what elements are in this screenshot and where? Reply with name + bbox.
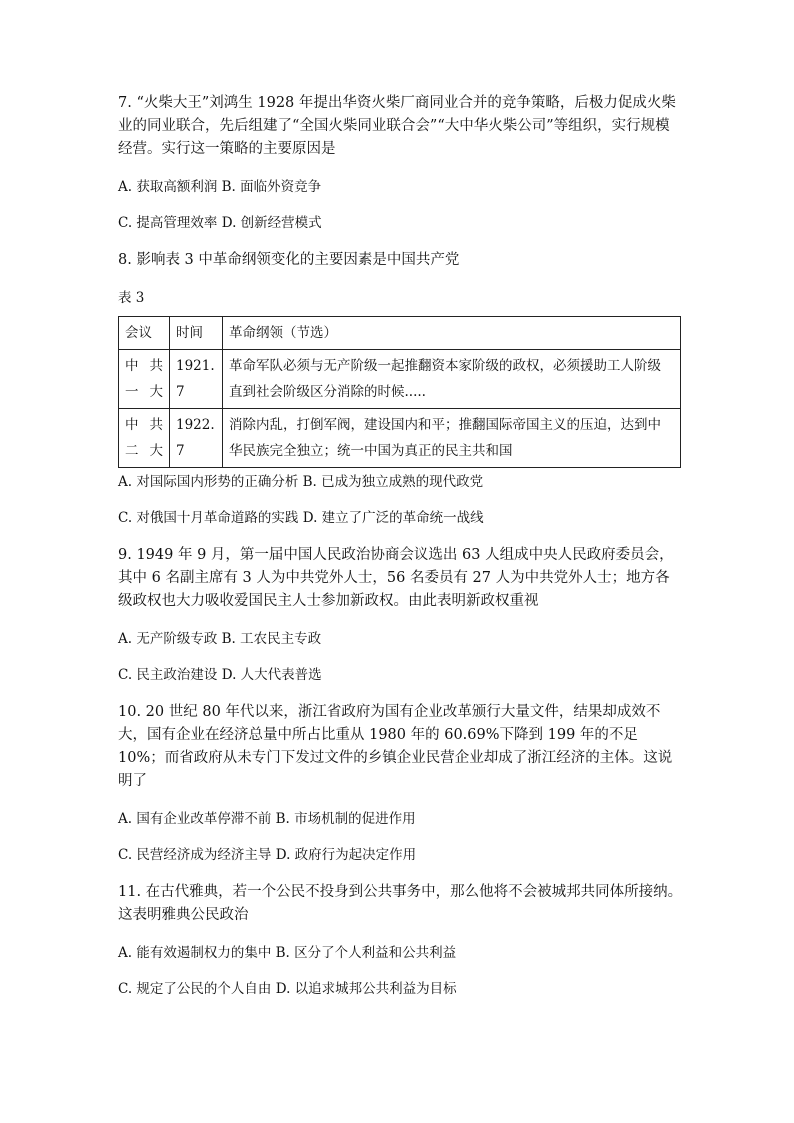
table-row <box>119 409 681 468</box>
question-9-options-cd: C. 民主政治建设 D. 人大代表普选 <box>118 667 322 683</box>
table-cell-time: 1921. 7 <box>170 350 223 409</box>
table-header-cell: 革命纲领（节选） <box>223 317 681 350</box>
table-cell-program: 革命军队必须与无产阶级一起推翻资本家阶级的政权，必须援助工人阶级直到社会阶级区分消除的时候..... <box>223 350 681 409</box>
question-9-options-ab: A. 无产阶级专政 B. 工农民主专政 <box>118 631 322 647</box>
revolution-program-table <box>118 316 681 468</box>
table-row <box>119 350 681 409</box>
question-7-options-ab: A. 获取高额利润 B. 面临外资竞争 <box>118 179 322 195</box>
question-10-options-cd: C. 民营经济成为经济主导 D. 政府行为起决定作用 <box>118 847 417 863</box>
question-11-stem: 11. 在古代雅典，若一个公民不投身到公共事务中，那么他将不会被城邦共同体所接纳。这表明雅典公民政治 <box>118 884 683 923</box>
table-cell-meeting: 中共 二大 <box>119 409 170 468</box>
table-header-row <box>119 317 681 350</box>
question-11-options-cd: C. 规定了公民的个人自由 D. 以追求城邦公共利益为目标 <box>118 981 457 997</box>
question-7-stem: 7. “火柴大王”刘鸿生 1928 年提出华资火柴厂商同业合并的竞争策略，后极力促成火柴业的同业联合，先后组建了“全国火柴同业联合会”“大中华火柴公司”等组织，实行规模经营。实行这一策略的主要原因是 <box>118 95 676 157</box>
question-8-options-cd: C. 对俄国十月革命道路的实践 D. 建立了广泛的革命统一战线 <box>118 510 484 526</box>
question-8-options-ab: A. 对国际国内形势的正确分析 B. 已成为独立成熟的现代政党 <box>118 474 484 490</box>
table-header-cell: 会议 <box>119 317 170 350</box>
table-cell-time: 1922. 7 <box>170 409 223 468</box>
table-header-cell: 时间 <box>170 317 223 350</box>
question-8-stem: 8. 影响表 3 中革命纲领变化的主要因素是中国共产党 <box>118 252 460 268</box>
question-11-options-ab: A. 能有效遏制权力的集中 B. 区分了个人利益和公共利益 <box>118 945 457 961</box>
question-10-stem: 10. 20 世纪 80 年代以来，浙江省政府为国有企业改革颁行大量文件，结果却成效不大，国有企业在经济总量中所占比重从 1980 年的 60.69%下降到 199 年的不足 10%；而省政府从未专门下发过文件的乡镇企业民营企业却成了浙江经济的主体。这说明了 <box>118 704 673 789</box>
table-cell-meeting: 中共 一大 <box>119 350 170 409</box>
question-9-stem: 9. 1949 年 9 月，第一届中国人民政治协商会议选出 63 人组成中央人民政府委员会，其中 6 名副主席有 3 人为中共党外人士，56 名委员有 27 人为中共党外人士；地方各级政权也大力吸收爱国民主人士参加新政权。由此表明新政权重视 <box>118 547 674 609</box>
table-cell-program: 消除内乱，打倒军阀，建设国内和平；推翻国际帝国主义的压迫，达到中华民族完全独立；统一中国为真正的民主共和国 <box>223 409 681 468</box>
question-10-options-ab: A. 国有企业改革停滞不前 B. 市场机制的促进作用 <box>118 811 416 827</box>
table-caption: 表 3 <box>118 290 145 306</box>
question-7-options-cd: C. 提高管理效率 D. 创新经营模式 <box>118 215 322 231</box>
exam-page <box>118 92 683 999</box>
